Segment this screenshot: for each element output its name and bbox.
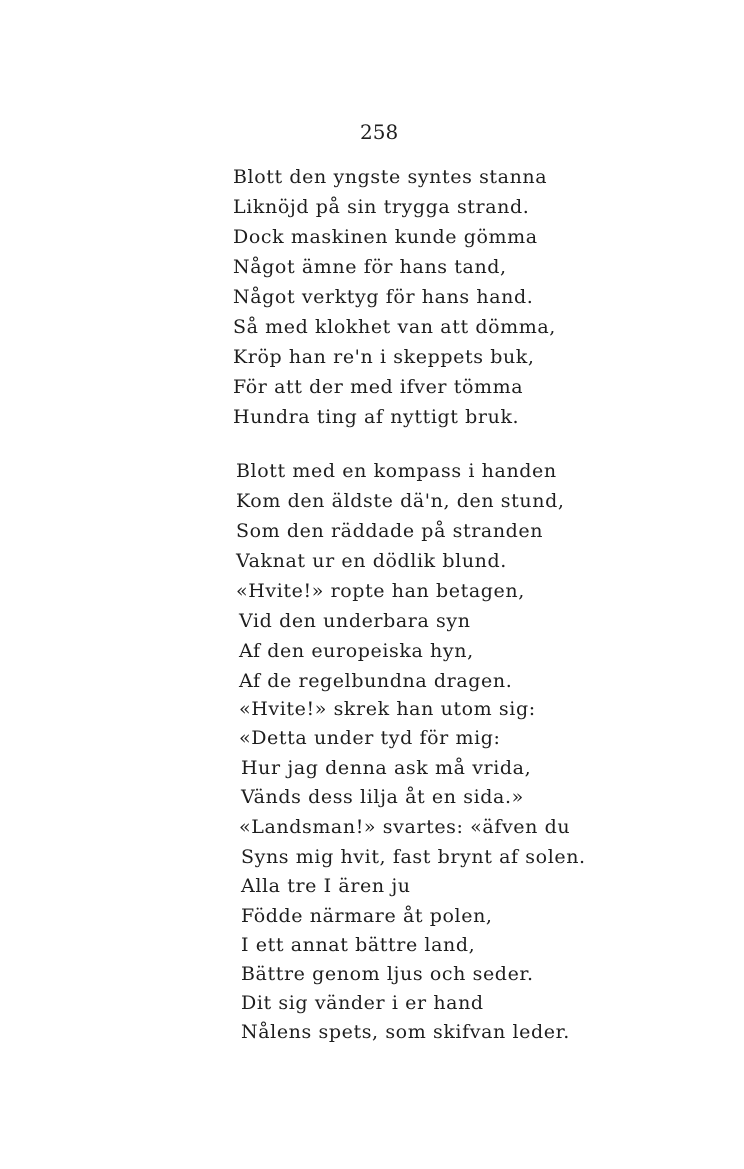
poem-line: Nålens spets, som skifvan leder. [241, 1021, 570, 1043]
poem-line: Blott med en kompass i handen [236, 460, 557, 482]
poem-line: Födde närmare åt polen, [241, 905, 493, 927]
poem-line: Af de regelbundna dragen. [239, 670, 513, 692]
poem-line: «Hvite!» ropte han betagen, [236, 580, 525, 602]
poem-line: Något ämne för hans tand, [233, 256, 507, 278]
poem-line: I ett annat bättre land, [241, 934, 476, 956]
poem-line: Hundra ting af nyttigt bruk. [233, 406, 520, 428]
poem-line: Bättre genom ljus och seder. [241, 963, 534, 985]
poem-line: Något verktyg för hans hand. [233, 286, 534, 308]
poem-line: För att der med ifver tömma [233, 376, 524, 398]
poem-line: Alla tre I ären ju [241, 875, 411, 897]
poem-line: Vid den underbara syn [239, 610, 471, 632]
poem-line: Hur jag denna ask må vrida, [241, 757, 532, 779]
poem-line: Syns mig hvit, fast brynt af solen. [241, 846, 586, 868]
poem-line: «Landsman!» svartes: «äfven du [239, 816, 571, 838]
poem-line: «Hvite!» skrek han utom sig: [239, 698, 536, 720]
poem-line: Vaknat ur en dödlik blund. [236, 550, 507, 572]
poem-line: Dit sig vänder i er hand [241, 992, 484, 1014]
poem-line: «Detta under tyd för mig: [239, 727, 501, 749]
page-number: 258 [360, 120, 399, 144]
poem-line: Så med klokhet van att dömma, [233, 316, 556, 338]
poem-line: Kröp han re'n i skeppets buk, [233, 346, 535, 368]
poem-line: Blott den yngste syntes stanna [233, 166, 548, 188]
poem-line: Dock maskinen kunde gömma [233, 226, 538, 248]
poem-line: Kom den äldste dä'n, den stund, [236, 490, 565, 512]
poem-line: Af den europeiska hyn, [239, 640, 474, 662]
poem-line: Liknöjd på sin trygga strand. [233, 196, 530, 218]
poem-line: Vänds dess lilja åt en sida.» [241, 786, 524, 808]
poem-line: Som den räddade på stranden [236, 520, 544, 542]
